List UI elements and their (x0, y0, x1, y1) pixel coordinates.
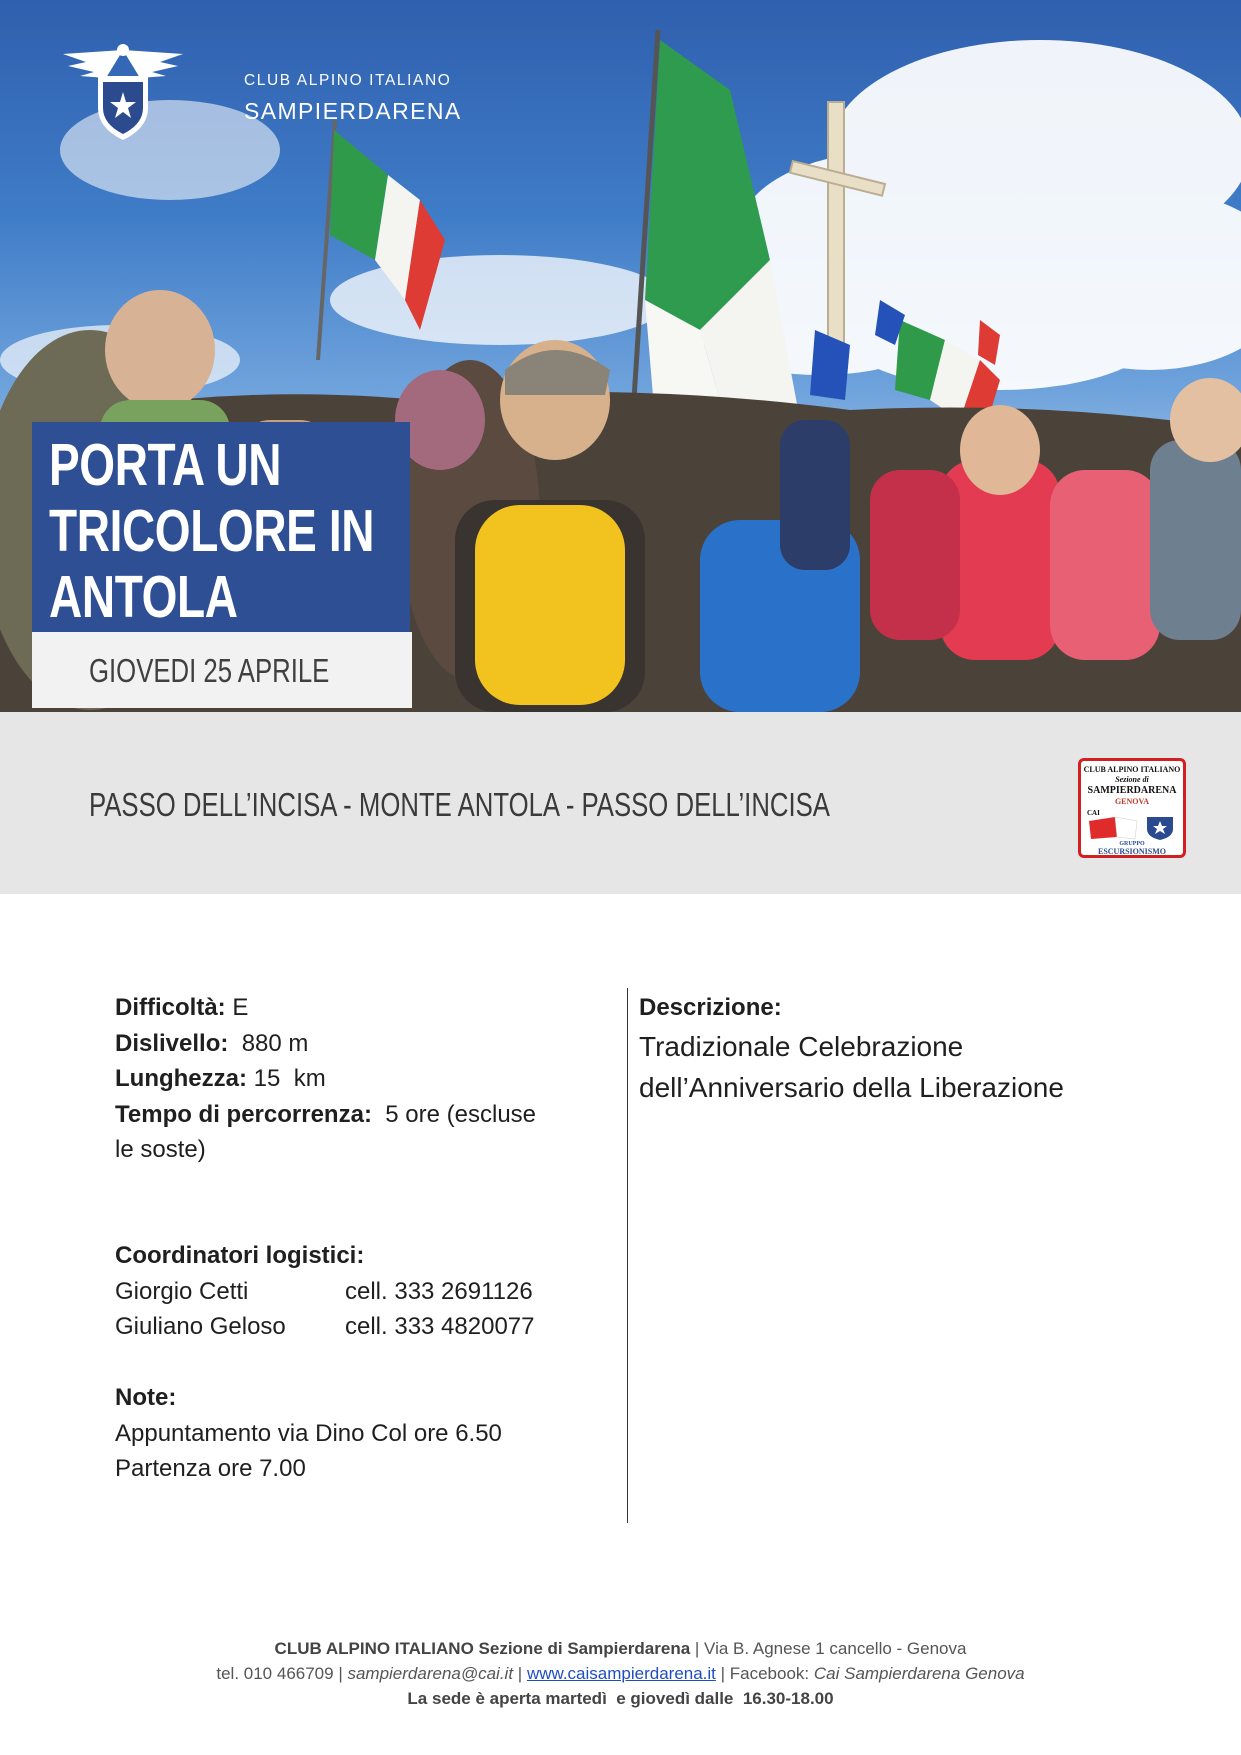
footer (0, 1636, 1241, 1711)
difficulty-row (115, 990, 536, 1026)
footer-hours-line (0, 1686, 1241, 1711)
notes-label: Note: (115, 1384, 177, 1411)
badge-escursionismo: ESCURSIONISMO (1097, 847, 1166, 856)
coordinator-phone: cell. 333 2691126 (345, 1277, 533, 1305)
description-line: Tradizionale Celebrazione (639, 1030, 964, 1062)
event-title (49, 432, 408, 630)
footer-email-link[interactable]: sampierdarena@cai.it (347, 1664, 514, 1683)
badge-name: SAMPIERDARENA (1087, 785, 1177, 796)
cai-eagle-emblem (58, 36, 188, 148)
footer-contacts-line (0, 1661, 1241, 1686)
length-label: Lunghezza: (115, 1065, 247, 1092)
note-line: Partenza ore 7.00 (115, 1455, 306, 1482)
coordinator-name: Giuliano Geloso (115, 1313, 286, 1340)
brand-section-name: SAMPIERDARENA (244, 98, 462, 124)
description-label: Descrizione: (639, 994, 782, 1021)
event-title-line: ANTOLA (49, 564, 238, 630)
route-band (0, 712, 1241, 894)
badge-section: Sezione di (1115, 775, 1149, 784)
description-column (639, 990, 1159, 1108)
event-date-box (32, 632, 412, 708)
event-title-line: TRICOLORE IN (49, 498, 375, 564)
escursionismo-badge (1078, 758, 1186, 858)
time-label: Tempo di percorrenza: (115, 1100, 372, 1128)
elevation-row (115, 1026, 536, 1062)
coordinator-phone: cell. 333 4820077 (345, 1313, 535, 1340)
footer-sep: | (513, 1664, 527, 1683)
time-row (115, 1097, 536, 1133)
footer-tel: tel. 010 466709 | (216, 1664, 348, 1683)
time-value: 5 ore (escluse (371, 1100, 537, 1128)
difficulty-label: Difficoltà: (115, 994, 226, 1021)
event-date: GIOVEDI 25 APRILE (89, 652, 330, 689)
footer-org: CLUB ALPINO ITALIANO Sezione di Sampierdarena (274, 1639, 691, 1658)
footer-hours: La sede è aperta martedì e giovedì dalle 16.30-18.00 (407, 1689, 834, 1708)
badge-flag-shield-icon (1087, 815, 1179, 841)
coordinator-row (115, 1309, 535, 1345)
column-divider (627, 988, 628, 1523)
event-title-line: PORTA UN (49, 432, 282, 498)
badge-cai: CAI (1087, 809, 1100, 817)
brand-org-name: CLUB ALPINO ITALIANO (244, 72, 452, 89)
route-text: PASSO DELL’INCISA - MONTE ANTOLA - PASSO DELL’INCISA (89, 786, 830, 823)
footer-address-line (0, 1636, 1241, 1661)
coordinators-section (115, 1238, 535, 1345)
footer-facebook-page: Cai Sampierdarena Genova (813, 1664, 1025, 1683)
badge-gruppo: GRUPPO (1119, 841, 1145, 847)
cai-brand (58, 36, 462, 146)
length-value: 15 km (247, 1065, 326, 1092)
elevation-label: Dislivello: (115, 1029, 229, 1057)
coordinator-row (115, 1274, 535, 1310)
time-value-continued: le soste) (115, 1136, 206, 1163)
length-row (115, 1061, 536, 1097)
hero-photo (0, 0, 1241, 712)
event-title-box (32, 422, 410, 632)
difficulty-value: E (225, 994, 249, 1021)
elevation-value: 880 m (228, 1029, 309, 1057)
notes-section (115, 1380, 502, 1487)
note-line: Appuntamento via Dino Col ore 6.50 (115, 1419, 502, 1447)
badge-city: GENOVA (1114, 797, 1150, 806)
badge-org: CLUB ALPINO ITALIANO (1083, 765, 1181, 774)
coordinator-name: Giorgio Cetti (115, 1277, 249, 1305)
description-line: dell’Anniversario della Liberazione (639, 1071, 1064, 1103)
footer-website-link[interactable]: www.caisampierdarena.it (526, 1664, 716, 1683)
coordinators-label: Coordinatori logistici: (115, 1242, 365, 1269)
footer-address: | Via B. Agnese 1 cancello - Genova (690, 1639, 967, 1658)
footer-facebook-label: | Facebook: (715, 1664, 814, 1683)
trip-specs (115, 990, 536, 1168)
